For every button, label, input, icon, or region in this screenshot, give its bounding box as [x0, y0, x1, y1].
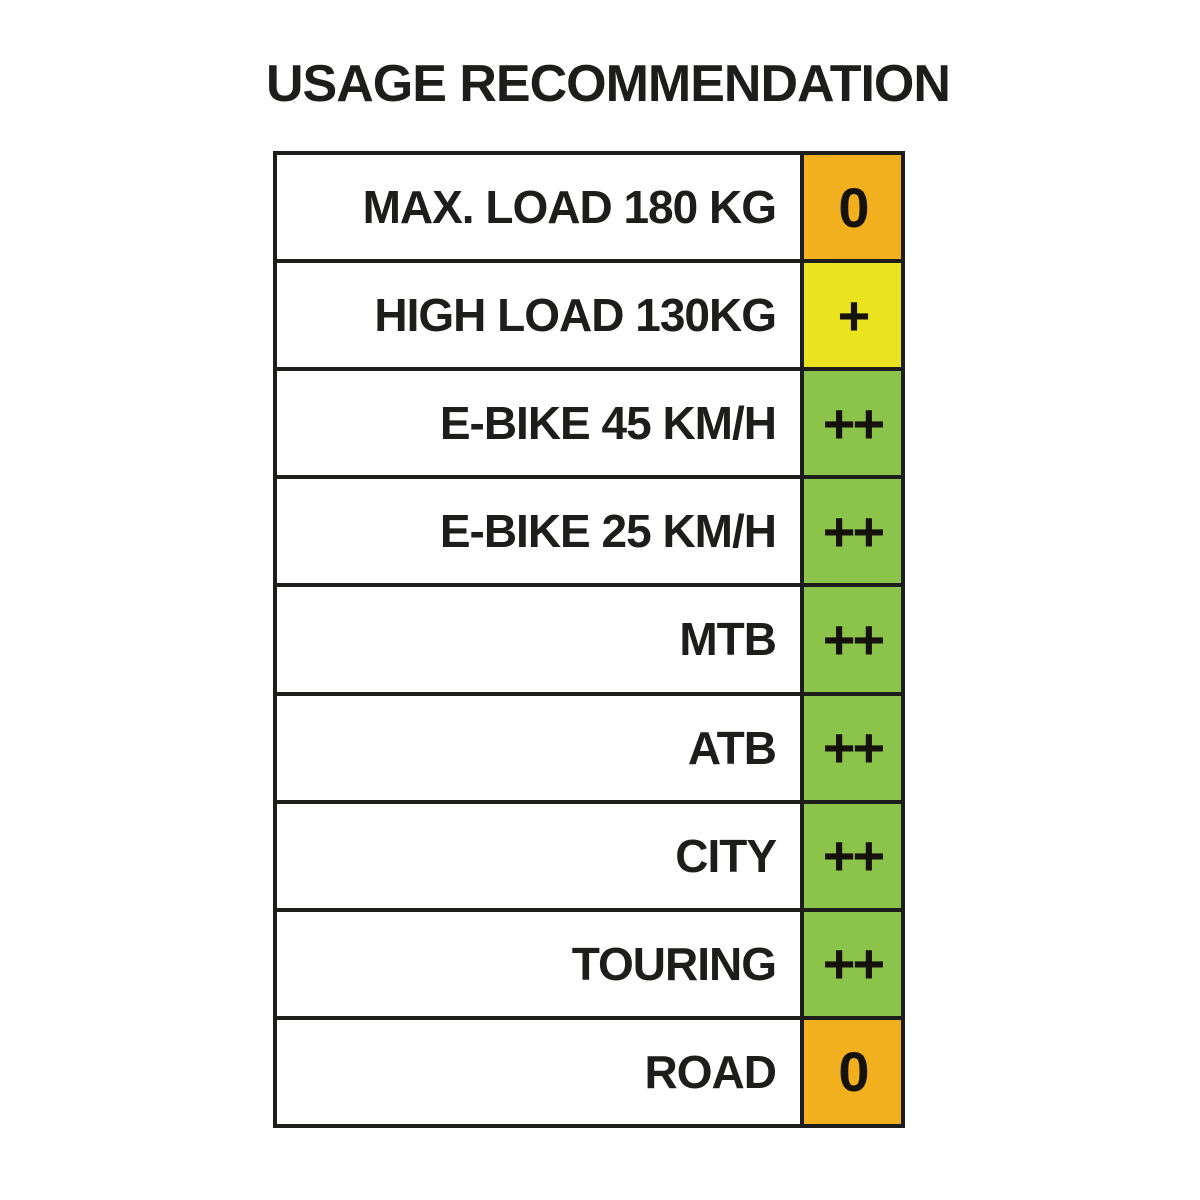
rating-cell: +: [800, 263, 901, 367]
table-row-max-load: [277, 155, 901, 263]
rating-cell: ++: [800, 479, 901, 583]
rating-cell: ++: [800, 912, 901, 1016]
row-label: MAX. LOAD 180 KG: [362, 181, 776, 234]
page-title: USAGE RECOMMENDATION: [266, 55, 950, 113]
usage-recommendation-table: [273, 151, 905, 1128]
rating-cell: ++: [800, 696, 901, 800]
row-label: ATB: [687, 721, 776, 774]
row-label: CITY: [675, 829, 776, 882]
rating-cell: ++: [800, 804, 901, 908]
table-row-mtb: [277, 587, 901, 695]
table-row-ebike-25: [277, 479, 901, 587]
rating-cell: ++: [800, 587, 901, 691]
row-label: TOURING: [571, 937, 776, 990]
table-row-city: [277, 804, 901, 912]
row-label: HIGH LOAD 130KG: [374, 289, 776, 342]
row-label: ROAD: [644, 1045, 776, 1098]
rating-cell: 0: [800, 1020, 901, 1124]
table-row-touring: [277, 912, 901, 1020]
row-label: E-BIKE 25 KM/H: [439, 505, 776, 558]
rating-cell: ++: [800, 371, 901, 475]
rating-cell: 0: [800, 155, 901, 259]
table-row-ebike-45: [277, 371, 901, 479]
table-row-atb: [277, 696, 901, 804]
table-row-high-load: [277, 263, 901, 371]
row-label: E-BIKE 45 KM/H: [439, 397, 776, 450]
row-label: MTB: [679, 613, 776, 666]
table-row-road: [277, 1020, 901, 1124]
